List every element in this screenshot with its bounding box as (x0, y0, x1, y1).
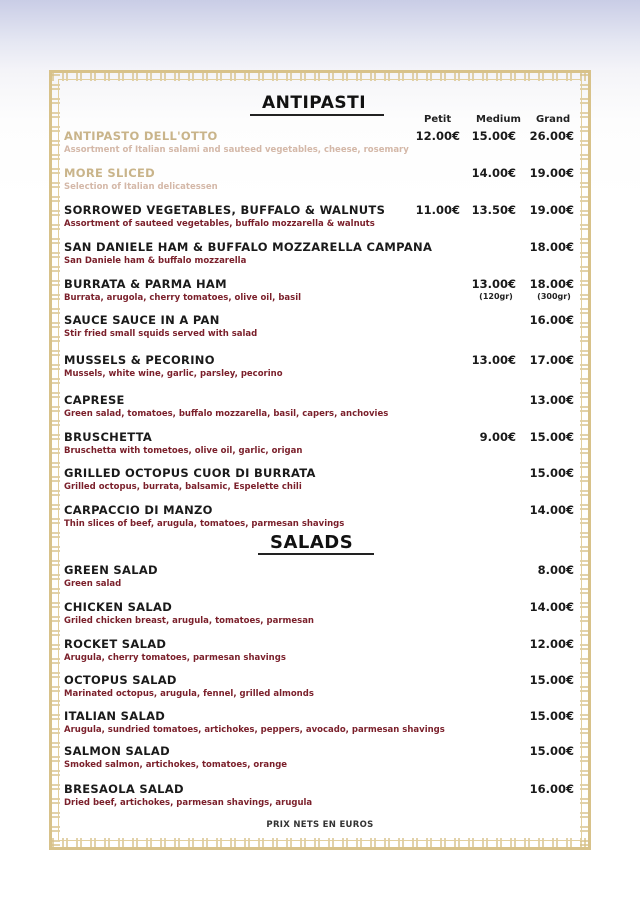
item-description: Thin slices of beef, arugula, tomatoes, parmesan shavings (64, 519, 345, 529)
weight-grand: (300gr) (537, 292, 571, 301)
footer-note: PRIX NETS EN EUROS (266, 820, 374, 830)
item-name: GREEN SALAD (64, 563, 158, 577)
menu-item-san-daniele-ham (64, 240, 584, 266)
item-name: MUSSELS & PECORINO (64, 353, 215, 367)
price-medium: 13.00€ (471, 353, 516, 367)
menu-item-salmon-salad (64, 744, 584, 770)
item-description: Assortment of sauteed vegetables, buffalo mozzarella & walnuts (64, 219, 375, 229)
price-grand: 15.00€ (529, 673, 574, 687)
price-grand: 19.00€ (529, 203, 574, 217)
price-petit: 12.00€ (415, 129, 460, 143)
column-header-medium: Medium (476, 114, 521, 125)
item-name: ROCKET SALAD (64, 637, 167, 651)
item-name: SAUCE SAUCE IN A PAN (64, 313, 220, 327)
price-grand: 8.00€ (537, 563, 574, 577)
item-name: SAN DANIELE HAM & BUFFALO MOZZARELLA CAMPANA (64, 240, 433, 254)
menu-item-sorrowed-vegetables (64, 203, 584, 229)
salads-underline (258, 553, 374, 555)
price-grand: 16.00€ (529, 313, 574, 327)
item-name: BRUSCHETTA (64, 430, 153, 444)
item-description: Green salad (64, 579, 122, 589)
item-name: ANTIPASTO DELL'OTTO (64, 129, 218, 143)
item-description: Griled chicken breast, arugula, tomatoes, parmesan (64, 616, 314, 626)
item-description: Mussels, white wine, garlic, parsley, pecorino (64, 369, 283, 379)
menu-item-antipasto-dell-otto (64, 129, 584, 155)
item-name: CAPRESE (64, 393, 125, 407)
menu-item-sauce-sauce-in-a-pan (64, 313, 584, 339)
antipasti-title: ANTIPASTI (262, 93, 367, 113)
item-name: OCTOPUS SALAD (64, 673, 177, 687)
price-grand: 18.00€ (529, 277, 574, 291)
item-name: GRILLED OCTOPUS CUOR DI BURRATA (64, 466, 316, 480)
price-grand: 15.00€ (529, 430, 574, 444)
price-grand: 15.00€ (529, 466, 574, 480)
menu-item-grilled-octopus (64, 466, 584, 492)
weight-medium: (120gr) (479, 292, 513, 301)
price-grand: 14.00€ (529, 503, 574, 517)
price-grand: 15.00€ (529, 744, 574, 758)
menu-item-bresaola-salad (64, 782, 584, 808)
price-grand: 18.00€ (529, 240, 574, 254)
item-description: San Daniele ham & buffalo mozzarella (64, 256, 247, 266)
item-description: Dried beef, artichokes, parmesan shavings, arugula (64, 798, 313, 808)
price-grand: 26.00€ (529, 129, 574, 143)
menu-item-bruschetta (64, 430, 584, 456)
price-medium: 15.00€ (471, 129, 516, 143)
menu-item-carpaccio-di-manzo (64, 503, 584, 529)
item-description: Arugula, cherry tomatoes, parmesan shavings (64, 653, 286, 663)
item-description: Assortment of Italian salami and sauteed vegetables, cheese, rosemary (64, 145, 409, 155)
price-grand: 14.00€ (529, 600, 574, 614)
menu-item-rocket-salad (64, 637, 584, 663)
column-header-petit: Petit (424, 114, 452, 125)
menu-item-green-salad (64, 563, 584, 589)
price-medium: 13.00€ (471, 277, 516, 291)
price-grand: 16.00€ (529, 782, 574, 796)
price-medium: 13.50€ (471, 203, 516, 217)
item-description: Smoked salmon, artichokes, tomatoes, orange (64, 760, 288, 770)
price-grand: 19.00€ (529, 166, 574, 180)
item-description: Arugula, sundried tomatoes, artichokes, peppers, avocado, parmesan shavings (64, 725, 445, 735)
item-description: Selection of Italian delicatessen (64, 182, 218, 192)
item-name: CHICKEN SALAD (64, 600, 173, 614)
item-name: SALMON SALAD (64, 744, 170, 758)
price-medium: 14.00€ (471, 166, 516, 180)
item-name: CARPACCIO DI MANZO (64, 503, 213, 517)
item-name: SORROWED VEGETABLES, BUFFALO & WALNUTS (64, 203, 386, 217)
price-grand: 13.00€ (529, 393, 574, 407)
price-petit: 11.00€ (415, 203, 460, 217)
menu-item-more-sliced (64, 166, 584, 192)
item-name: BRESAOLA SALAD (64, 782, 184, 796)
menu-item-mussels-pecorino (64, 353, 584, 379)
price-grand: 15.00€ (529, 709, 574, 723)
price-medium: 9.00€ (479, 430, 516, 444)
menu-item-octopus-salad (64, 673, 584, 699)
item-description: Stir fried small squids served with salad (64, 329, 258, 339)
column-header-grand: Grand (536, 114, 571, 125)
menu-item-caprese (64, 393, 584, 419)
menu-item-italian-salad (64, 709, 584, 735)
item-name: ITALIAN SALAD (64, 709, 166, 723)
item-name: BURRATA & PARMA HAM (64, 277, 227, 291)
item-description: Green salad, tomatoes, buffalo mozzarella, basil, capers, anchovies (64, 409, 389, 419)
item-description: Marinated octopus, arugula, fennel, grilled almonds (64, 689, 314, 699)
item-name: MORE SLICED (64, 166, 155, 180)
price-grand: 12.00€ (529, 637, 574, 651)
item-description: Bruschetta with tometoes, olive oil, garlic, origan (64, 446, 303, 456)
item-description: Burrata, arugola, cherry tomatoes, olive oil, basil (64, 293, 302, 303)
antipasti-underline (250, 114, 384, 116)
menu-item-burrata-parma-ham (64, 277, 584, 303)
menu-item-chicken-salad (64, 600, 584, 626)
price-grand: 17.00€ (529, 353, 574, 367)
salads-title: SALADS (270, 532, 354, 553)
item-description: Grilled octopus, burrata, balsamic, Espelette chili (64, 482, 302, 492)
